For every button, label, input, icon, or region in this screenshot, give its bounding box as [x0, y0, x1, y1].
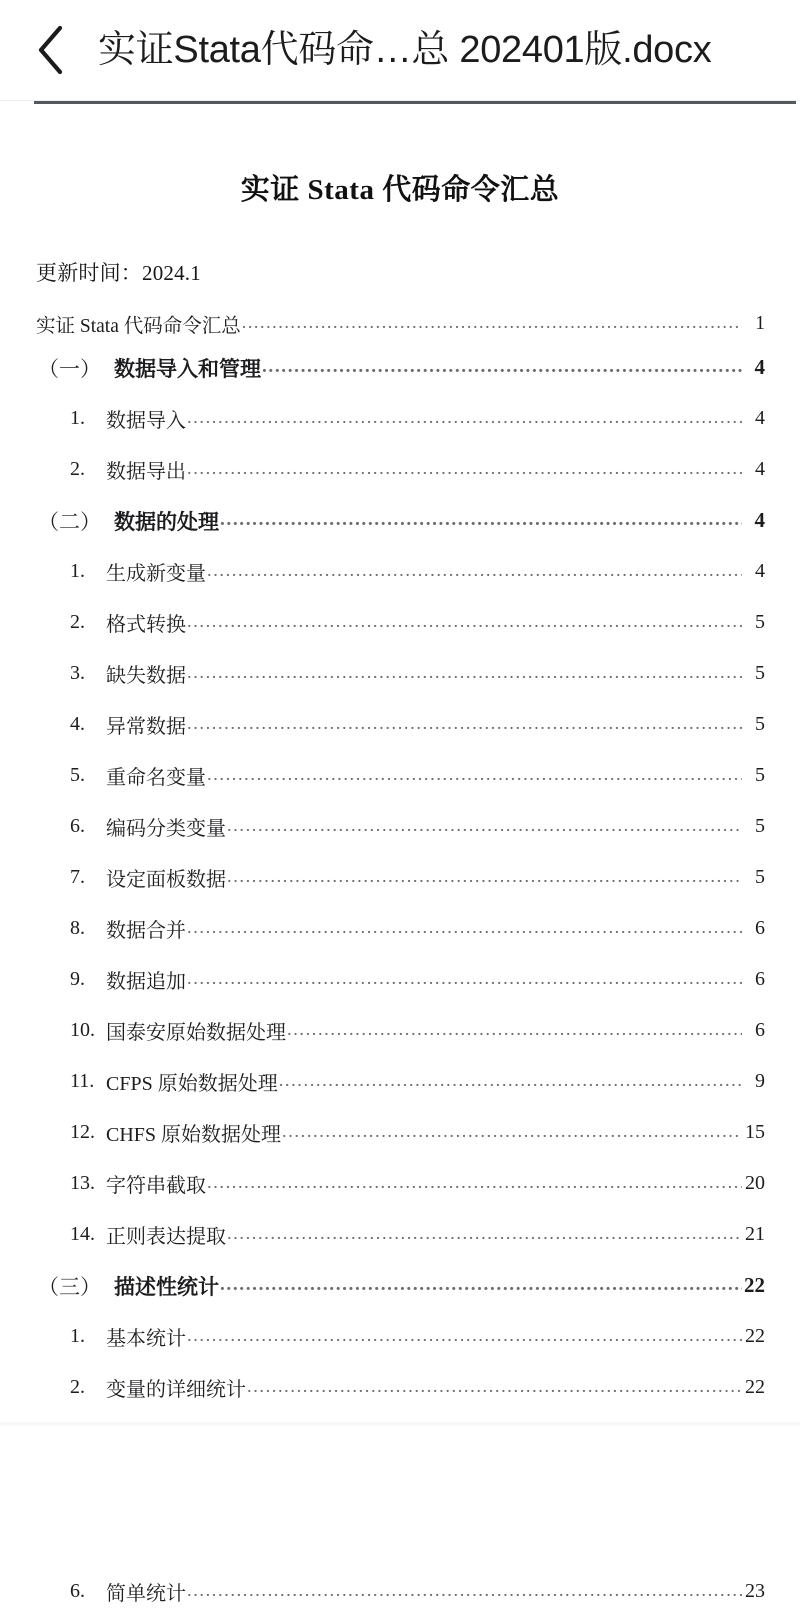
- toc-entry-label: 数据导入和管理: [114, 356, 261, 381]
- toc-entry-label: 国泰安原始数据处理: [106, 1022, 286, 1044]
- toc-entry-marker: 1.: [70, 407, 85, 429]
- toc-entry-label: 描述性统计: [114, 1274, 219, 1299]
- toc-entry-label: 实证 Stata 代码命令汇总: [36, 315, 241, 337]
- toc-dot-leader: [207, 1174, 742, 1194]
- toc-entry-label: 编码分类变量: [106, 818, 226, 840]
- toc-entry-marker: （一）: [38, 356, 101, 381]
- toc-entry-page-number: 5: [755, 611, 765, 633]
- toc-entry[interactable]: [35, 750, 765, 801]
- toc-entry-page-number: 22: [745, 1376, 765, 1398]
- toc-entry[interactable]: [35, 495, 765, 546]
- toc-entry[interactable]: [35, 597, 765, 648]
- toc-entry[interactable]: [35, 1566, 765, 1617]
- toc-entry-marker: 3.: [70, 662, 85, 684]
- toc-entry-page-number: 5: [755, 764, 765, 786]
- toc-dot-leader: [187, 970, 742, 990]
- toc-entry-label: 字符串截取: [106, 1175, 206, 1197]
- toc-entry-page-number: 15: [745, 1121, 765, 1143]
- toc-entry[interactable]: [35, 444, 765, 495]
- toc-entry-label: 重命名变量: [106, 767, 206, 789]
- toc-entry-label: 基本统计: [106, 1328, 186, 1350]
- document-page: [0, 101, 800, 1605]
- toc-dot-leader: [187, 1582, 742, 1602]
- toc-dot-leader: [279, 1072, 742, 1092]
- toc-entry-label: 数据合并: [106, 920, 186, 942]
- toc-entry[interactable]: [35, 1056, 765, 1107]
- toc-entry[interactable]: [35, 1158, 765, 1209]
- toc-entry-page-number: 1: [755, 312, 765, 334]
- toc-entry[interactable]: [35, 546, 765, 597]
- toc-entry[interactable]: [35, 648, 765, 699]
- toc-entry-label: 变量的详细统计: [106, 1379, 246, 1401]
- chevron-left-icon: [34, 24, 68, 76]
- toc-dot-leader: [207, 562, 742, 582]
- toc-entry[interactable]: [35, 954, 765, 1005]
- toc-entry-page-number: 20: [745, 1172, 765, 1194]
- toc-dot-leader: [242, 314, 742, 334]
- toc-entry[interactable]: [35, 699, 765, 750]
- toc-entry-page-number: 4: [755, 560, 765, 582]
- toc-entry-label: 缺失数据: [106, 665, 186, 687]
- document-heading: 实证 Stata 代码命令汇总: [240, 174, 560, 206]
- toc-entry-marker: 9.: [70, 968, 85, 990]
- toc-dot-leader: [227, 817, 742, 837]
- update-time-line: 更新时间：2024.1: [36, 261, 201, 285]
- toc-entry-marker: 6.: [70, 1580, 85, 1602]
- toc-dot-leader: [247, 1378, 742, 1398]
- toc-entry-label: 正则表达提取: [106, 1226, 226, 1248]
- back-button[interactable]: [34, 21, 80, 79]
- toc-entry-page-number: 6: [755, 917, 765, 939]
- toc-entry-marker: 12.: [70, 1121, 95, 1143]
- toc-entry-label: 数据导出: [106, 461, 186, 483]
- toc-dot-leader: [187, 1327, 742, 1347]
- toc-entry[interactable]: [35, 801, 765, 852]
- toc-entry-label: 数据的处理: [114, 509, 219, 534]
- toc-dot-leader: [227, 1225, 742, 1245]
- toc-entry[interactable]: [35, 1005, 765, 1056]
- toc-entry-label: 设定面板数据: [106, 869, 226, 891]
- toc-entry-page-number: 22: [744, 1273, 765, 1297]
- toc-entry-marker: 4.: [70, 713, 85, 735]
- toc-dot-leader: [262, 357, 742, 378]
- document-content: [0, 104, 800, 1617]
- toc-entry-page-number: 4: [754, 508, 765, 532]
- toc-entry[interactable]: [35, 852, 765, 903]
- toc-entry-page-number: 21: [745, 1223, 765, 1245]
- app-header-bar: [0, 0, 800, 101]
- table-of-contents: [35, 287, 765, 1617]
- toc-dot-leader: [187, 409, 742, 429]
- toc-entry-label: CHFS 原始数据处理: [106, 1124, 282, 1146]
- toc-entry-label: CFPS 原始数据处理: [106, 1073, 278, 1095]
- toc-entry-marker: 7.: [70, 866, 85, 888]
- toc-entry-page-number: 6: [755, 1019, 765, 1041]
- toc-entry-page-number: 4: [754, 355, 765, 379]
- toc-entry-page-number: 4: [755, 407, 765, 429]
- toc-dot-leader: [187, 460, 742, 480]
- document-file-name: 实证Stata代码命…总 202401版.docx: [98, 29, 712, 71]
- toc-entry-marker: 11.: [70, 1070, 95, 1092]
- toc-entry[interactable]: [35, 305, 765, 342]
- toc-entry-label: 生成新变量: [106, 563, 206, 585]
- toc-entry-label: 简单统计: [106, 1583, 186, 1605]
- toc-dot-leader: [282, 1123, 742, 1143]
- toc-entry-marker: 1.: [70, 560, 85, 582]
- toc-entry-marker: （三）: [38, 1274, 101, 1299]
- toc-entry-marker: 8.: [70, 917, 85, 939]
- toc-dot-leader: [220, 1275, 742, 1296]
- toc-entry-marker: （二）: [38, 509, 101, 534]
- toc-entry-page-number: 6: [755, 968, 765, 990]
- toc-entry[interactable]: [35, 1311, 765, 1362]
- toc-entry-marker: 6.: [70, 815, 85, 837]
- toc-entry[interactable]: [35, 1107, 765, 1158]
- toc-entry-marker: 14.: [70, 1223, 95, 1245]
- viewer-background: [0, 1426, 800, 1559]
- toc-dot-leader: [220, 510, 742, 531]
- toc-entry-page-number: 5: [755, 866, 765, 888]
- toc-dot-leader: [187, 613, 742, 633]
- toc-entry-page-number: 5: [755, 662, 765, 684]
- toc-dot-leader: [187, 664, 742, 684]
- toc-entry-marker: 2.: [70, 1376, 85, 1398]
- toc-entry[interactable]: [35, 1260, 765, 1311]
- toc-entry-marker: 10.: [70, 1019, 95, 1041]
- toc-entry-marker: 2.: [70, 611, 85, 633]
- toc-entry-page-number: 22: [745, 1325, 765, 1347]
- toc-entry-label: 异常数据: [106, 716, 186, 738]
- toc-entry-page-number: 4: [755, 458, 765, 480]
- toc-entry[interactable]: [35, 903, 765, 954]
- toc-entry-marker: 13.: [70, 1172, 95, 1194]
- toc-entry-page-number: 5: [755, 815, 765, 837]
- toc-entry-marker: 2.: [70, 458, 85, 480]
- toc-dot-leader: [207, 766, 742, 786]
- toc-entry-marker: 5.: [70, 764, 85, 786]
- toc-entry[interactable]: [35, 1362, 765, 1413]
- toc-entry-label: 格式转换: [106, 614, 186, 636]
- toc-entry-marker: 1.: [70, 1325, 85, 1347]
- toc-dot-leader: [187, 919, 742, 939]
- toc-entry-page-number: 5: [755, 713, 765, 735]
- toc-entry-page-number: 9: [755, 1070, 765, 1092]
- toc-entry[interactable]: [35, 342, 765, 393]
- toc-dot-leader: [287, 1021, 742, 1041]
- toc-dot-leader: [187, 715, 742, 735]
- toc-dot-leader: [227, 868, 742, 888]
- toc-entry-label: 数据追加: [106, 971, 186, 993]
- toc-entry[interactable]: [35, 393, 765, 444]
- toc-entry-label: 数据导入: [106, 410, 186, 432]
- toc-entry[interactable]: [35, 1209, 765, 1260]
- toc-entry-page-number: 23: [745, 1580, 765, 1602]
